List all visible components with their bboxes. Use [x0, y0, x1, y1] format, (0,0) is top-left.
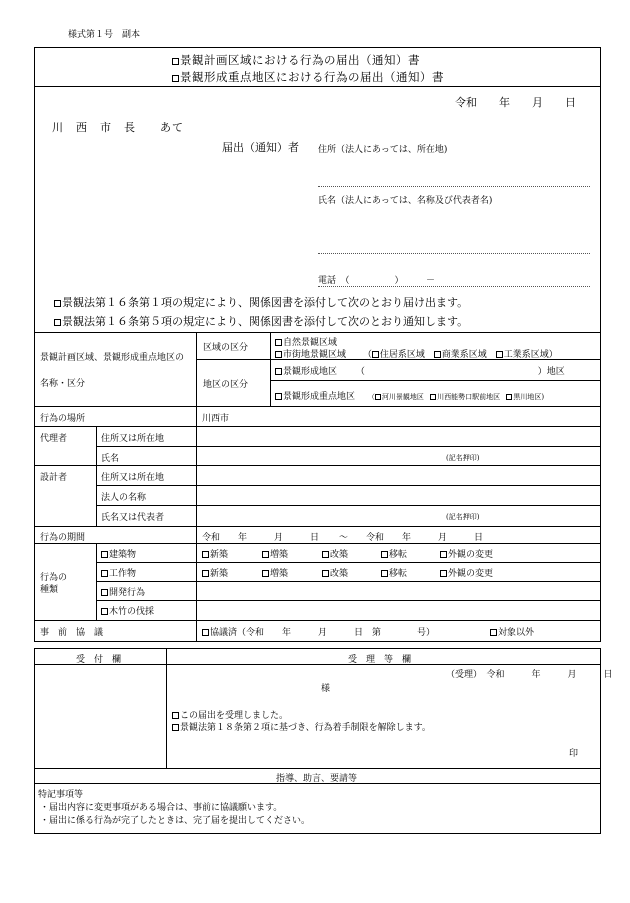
district-option-1: 景観形成地区 （ ）地区: [275, 364, 565, 377]
checkbox[interactable]: [434, 351, 441, 358]
consult-exempt: 対象以外: [490, 625, 534, 638]
checkbox[interactable]: [172, 712, 179, 719]
action-development: 開発行為: [101, 585, 145, 598]
name-line[interactable]: [318, 253, 590, 254]
checkbox[interactable]: [322, 551, 329, 558]
action-structure: 工作物: [101, 566, 136, 579]
addressee: 川 西 市 長 あて: [52, 121, 184, 134]
checkbox[interactable]: [172, 75, 179, 82]
checkbox[interactable]: [381, 551, 388, 558]
accept-label: 受 理 等 欄: [348, 655, 412, 665]
title-line-2: 景観形成重点地区における行為の届出（通知）書: [172, 69, 444, 85]
checkbox[interactable]: [202, 570, 209, 577]
phone-label[interactable]: 電話 （ ） －: [318, 276, 436, 286]
action-type-label-2: 種類: [40, 585, 59, 595]
accept-lifted: 景観法第１８条第２項に基づき、行為着手制限を解除します。: [172, 720, 431, 733]
address-label: 住所（法人にあっては、所在地): [318, 145, 448, 155]
checkbox[interactable]: [275, 393, 282, 400]
zone-label: 区域の区分: [203, 343, 249, 353]
checkbox[interactable]: [101, 570, 108, 577]
building-opt-rebuild: 改築: [322, 547, 348, 560]
action-type-label-1: 行為の: [40, 573, 68, 583]
reception-label: 受 付 欄: [76, 655, 122, 665]
notes-title: 特記事項等: [38, 790, 84, 800]
checkbox[interactable]: [375, 394, 381, 400]
agent-name-label: 氏名: [101, 454, 120, 464]
structure-opt-new: 新築: [202, 566, 228, 579]
zone-option-urban: 市街地景観区域 （ 住居系区域 商業系区域 工業系区域）: [275, 347, 558, 360]
accept-sama: 様: [321, 684, 331, 694]
building-opt-move: 移転: [381, 547, 407, 560]
period-label: 行為の期間: [40, 533, 86, 543]
checkbox[interactable]: [262, 570, 269, 577]
notes-item-2: ・届出に係る行為が完了したときは、完了届を提出してください。: [40, 816, 311, 826]
district-option-2: 景観形成重点地区 （ 河川景観地区 川西能勢口駅前地区 黒川地区): [275, 389, 544, 402]
checkbox[interactable]: [172, 58, 179, 65]
building-opt-exterior: 外観の変更: [440, 547, 493, 560]
structure-opt-extend: 増築: [262, 566, 288, 579]
location-label: 行為の場所: [40, 414, 86, 424]
checkbox[interactable]: [202, 629, 209, 636]
guidance-label: 指導、助言、要請等: [276, 774, 358, 784]
agent-address-label: 住所又は所在地: [101, 434, 165, 444]
checkbox[interactable]: [275, 368, 282, 375]
designer-label: 設計者: [40, 473, 68, 483]
checkbox[interactable]: [322, 570, 329, 577]
checkbox[interactable]: [490, 629, 497, 636]
agent-seal: (記名押印): [446, 454, 480, 462]
checkbox[interactable]: [430, 394, 436, 400]
name-label: 氏名（法人にあっては、名称及び代表者名): [318, 196, 493, 206]
title-line-1: 景観計画区域における行為の届出（通知）書: [172, 52, 420, 68]
checkbox[interactable]: [101, 551, 108, 558]
checkbox[interactable]: [381, 570, 388, 577]
checkbox[interactable]: [506, 394, 512, 400]
location-value[interactable]: 川西市: [202, 414, 230, 424]
accept-date[interactable]: （受理） 令和 年 月 日: [446, 670, 613, 680]
address-line[interactable]: [318, 186, 590, 187]
date-line[interactable]: 令和 年 月 日: [455, 96, 576, 109]
checkbox[interactable]: [54, 319, 61, 326]
accept-accepted: この届出を受理しました。: [172, 708, 288, 721]
zone-option-natural: 自然景観区域: [275, 335, 337, 348]
structure-opt-move: 移転: [381, 566, 407, 579]
checkbox[interactable]: [275, 339, 282, 346]
area-label-2: 名称・区分: [40, 379, 86, 389]
checkbox[interactable]: [101, 589, 108, 596]
designer-name-label: 氏名又は代表者: [101, 513, 165, 523]
form-number: 様式第１号 副本: [68, 30, 141, 40]
designer-seal: (記名押印): [446, 513, 480, 521]
period-start[interactable]: 令和 年 月 日: [202, 533, 320, 543]
checkbox[interactable]: [440, 551, 447, 558]
notes-item-1: ・届出内容に変更事項がある場合は、事前に協議願います。: [40, 803, 283, 813]
structure-opt-rebuild: 改築: [322, 566, 348, 579]
period-end[interactable]: 令和 年 月 日: [366, 533, 484, 543]
checkbox[interactable]: [372, 351, 379, 358]
building-opt-new: 新築: [202, 547, 228, 560]
action-building: 建築物: [101, 547, 136, 560]
checkbox[interactable]: [54, 300, 61, 307]
designer-address-label: 住所又は所在地: [101, 473, 165, 483]
agent-label: 代理者: [40, 434, 68, 444]
area-label-1: 景観計画区域、景観形成重点地区の: [40, 353, 185, 363]
consult-label: 事 前 協 議: [40, 628, 104, 638]
checkbox[interactable]: [496, 351, 503, 358]
notifier-label: 届出（通知）者: [222, 141, 299, 154]
checkbox[interactable]: [101, 608, 108, 615]
checkbox[interactable]: [172, 724, 179, 731]
designer-corp-label: 法人の名称: [101, 493, 147, 503]
district-label: 地区の区分: [203, 380, 249, 390]
checkbox[interactable]: [275, 351, 282, 358]
consult-done: 協議済（令和 年 月 日 第 号）: [202, 625, 435, 638]
structure-opt-exterior: 外観の変更: [440, 566, 493, 579]
period-tilde: ～: [339, 533, 349, 543]
checkbox[interactable]: [262, 551, 269, 558]
checkbox[interactable]: [440, 570, 447, 577]
building-opt-extend: 増築: [262, 547, 288, 560]
checkbox[interactable]: [202, 551, 209, 558]
declaration-line-1: 景観法第１６条第１項の規定により、関係図書を添付して次のとおり届け出ます。: [54, 294, 468, 310]
accept-seal: 印: [569, 749, 579, 759]
declaration-line-2: 景観法第１６条第５項の規定により、関係図書を添付して次のとおり通知します。: [54, 313, 468, 329]
action-tree: 木竹の伐採: [101, 604, 154, 617]
